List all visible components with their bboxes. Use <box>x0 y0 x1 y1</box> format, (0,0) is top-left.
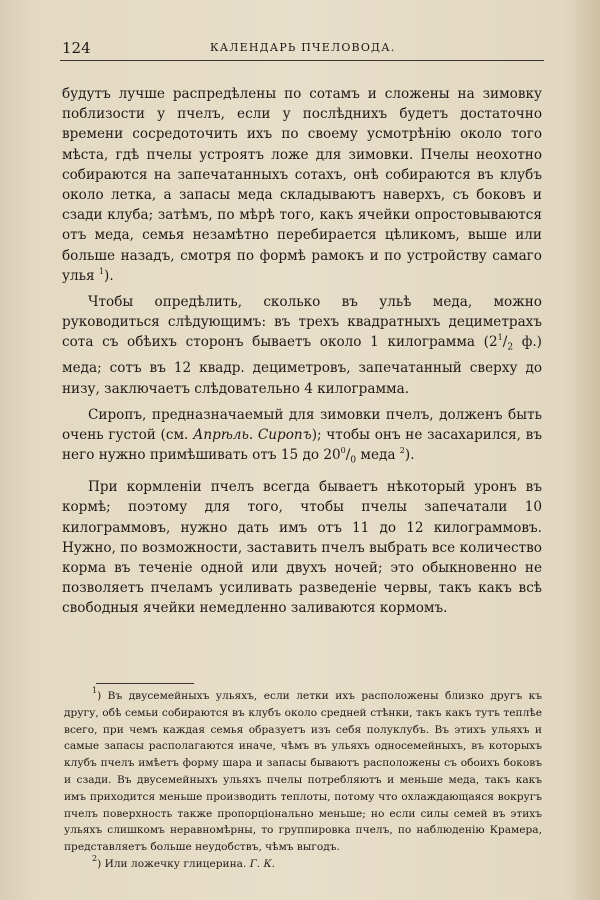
paragraph-text: Чтобы опредѣлить, сколько въ ульѣ меда, можно руководиться слѣдующимъ: въ трехъ квадратныхъ дециметрахъ сота съ обѣихъ сторонъ бываетъ около 1 килограмма (2 <box>62 294 542 351</box>
fraction-numerator: 1 <box>497 333 503 343</box>
paragraph-syrup <box>62 405 542 471</box>
fraction-slash: / <box>502 334 508 351</box>
percent-sup: 0 <box>340 446 346 456</box>
paragraph-text: ). <box>404 447 415 464</box>
footnote-mark: 1 <box>92 686 98 695</box>
footnote-ref: 2 <box>399 446 405 456</box>
fraction-denominator: 2 <box>507 343 514 354</box>
footnotes <box>64 688 542 873</box>
running-title: КАЛЕНДАРЬ ПЧЕЛОВОДА. <box>210 41 396 54</box>
percent-sub: 0 <box>350 455 357 466</box>
footnote-text: ) Или ложечку глицерина. <box>97 857 250 870</box>
paragraph-text: будутъ лучше распредѣлены по сотамъ и сложены на зимовку поблизости у пчелъ, если у послѣднихъ будетъ достаточно времени сосредоточить ихъ по своему усмотрѣнію около того мѣста, гдѣ пчелы устроятъ ложе для зимовки. Пчелы неохотно собираются на запечатанныхъ сотахъ, онѣ собираются въ клубъ около летка, а запасы меда складываютъ наверхъ, съ боковъ и сзади клуба; затѣмъ, по мѣрѣ того, какъ ячейки опростовываются отъ меда, семья незамѣтно перебирается цѣликомъ, выше или больше назадъ, смотря по формѣ рамокъ и по устройству самаго улья <box>62 86 542 284</box>
paragraph-feeding: При кормленіи пчелъ всегда бываетъ нѣкоторый уронъ въ кормѣ; поэтому для того, чтобы пчелы запечатали 10 килограммовъ, нужно дать имъ отъ 11 до 12 килограммовъ. Нужно, по возможности, заставить пчелъ выбрать все количество корма въ теченіе одной или двухъ ночей; это обыкновенно не позволяетъ пчеламъ усиливать разведеніе червы, такъ какъ всѣ свободныя ячейки немедленно заливаются кормомъ. <box>62 479 542 617</box>
paragraph-text: ). <box>104 267 114 284</box>
footnote-mark: 2 <box>92 853 98 863</box>
footnote-2 <box>64 853 542 873</box>
main-text <box>62 84 542 625</box>
paragraph-honey-estimate <box>62 292 542 399</box>
paragraph-text: ф.) меда; сотъ въ 12 квадр. дециметровъ, запечатанный сверху до низу, заключаетъ слѣдовательно 4 килограмма. <box>62 334 542 397</box>
paragraph-text: Сиропъ, предназначаемый для зимовки пчелъ, долженъ быть очень густой (см. <box>62 406 542 443</box>
footnote-signature: Г. К. <box>249 857 276 870</box>
page-number: 124 <box>62 39 91 57</box>
paragraph-text: меда <box>356 447 400 464</box>
footnote-text: ) Въ двусемейныхъ ульяхъ, если летки ихъ расположены близко другъ къ другу, обѣ семьи собираются въ клубъ около средней стѣнки, такъ какъ тутъ теплѣе всего, при чемъ каждая семья образуетъ изъ себя полуклубъ. Въ этихъ ульяхъ и самые запасы располагаются иначе, чѣмъ въ ульяхъ односемейныхъ, въ которыхъ клубъ пчелъ имѣетъ форму шара и запасы бываютъ расположены съ обоихъ боковъ и сзади. Въ двусемейныхъ ульяхъ пчелы потребляютъ и меньше меда, такъ какъ имъ приходится меньше производить теплоты, потому что охлаждающаяся вокругъ пчелъ поверхность также пропорціонально меньше; но если силы семей въ этихъ ульяхъ слишкомъ неравномѣрны, то группировка пчелъ, по наблюденію Крамера, представляетъ больше неудобствъ, чѣмъ выгодъ. <box>64 690 542 854</box>
footnote-divider <box>96 683 194 684</box>
cross-reference: Апрѣль. Сиропъ <box>193 426 312 443</box>
footnote-ref: 1 <box>98 266 105 276</box>
paragraph-text: ); чтобы онъ не засахарился, въ него нужно примѣшивать отъ 15 до 20 <box>62 426 542 464</box>
percent-slash: / <box>345 447 351 464</box>
paragraph-continuation <box>62 84 542 286</box>
footnote-1 <box>64 688 542 856</box>
page-header <box>60 38 544 61</box>
